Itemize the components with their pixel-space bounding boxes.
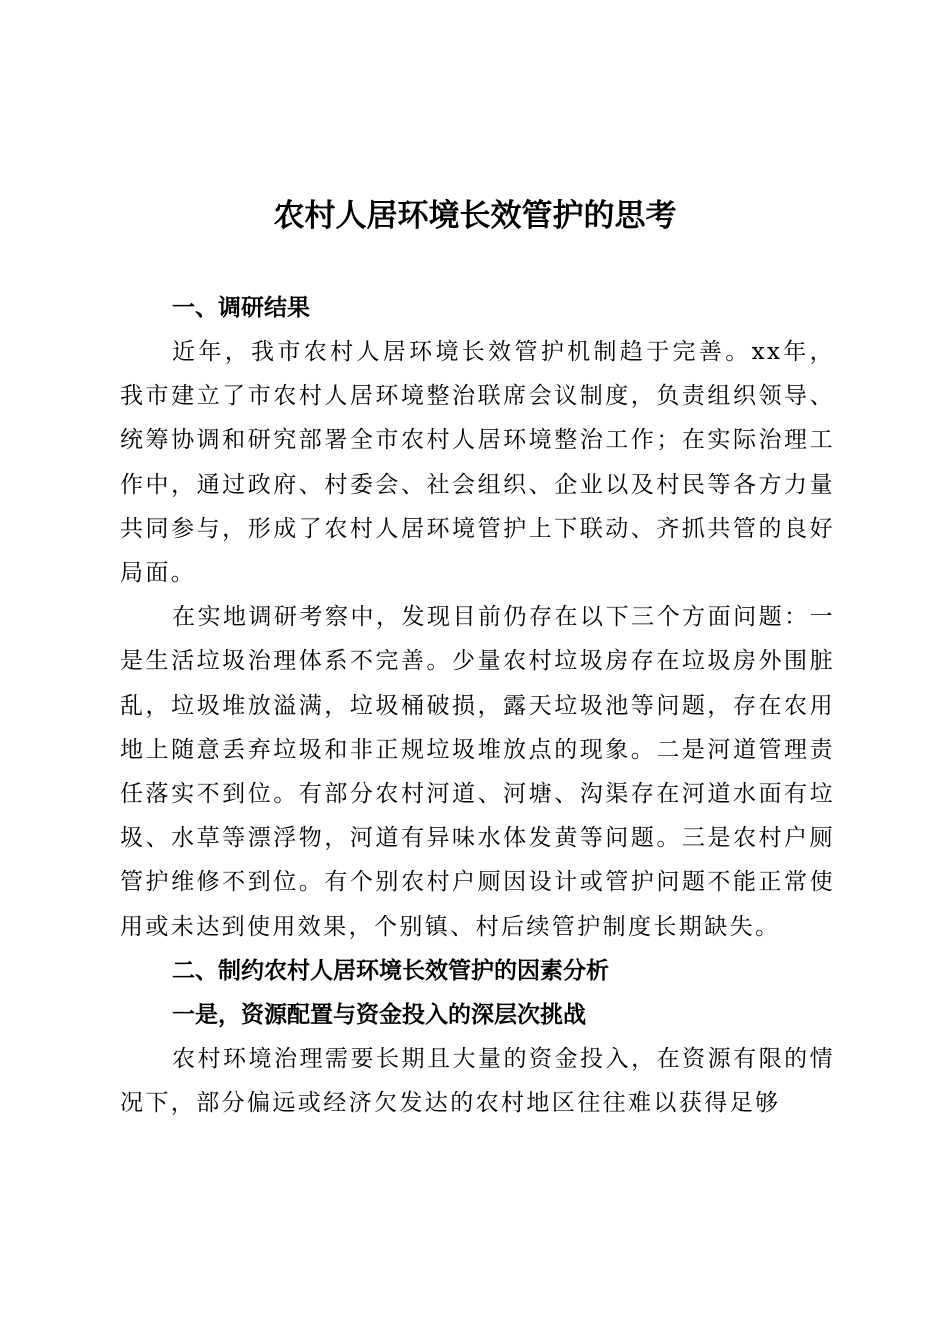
section-heading-1: 一、调研结果	[172, 295, 310, 321]
paragraph-3: 农村环境治理需要长期且大量的资金投入，在资源有限的情况下，部分偏远或经济欠发达的农村地区往往难以获得足够	[120, 1045, 835, 1117]
paragraph-2: 在实地调研考察中，发现目前仍存在以下三个方面问题：一是生活垃圾治理体系不完善。少量农村垃圾房存在垃圾房外围脏乱，垃圾堆放溢满，垃圾桶破损，露天垃圾池等问题，存在农用地上随意丢弃垃圾和非正规垃圾堆放点的现象。二是河道管理责任落实不到位。有部分农村河道、河塘、沟渠存在河道水面有垃圾、水草等漂浮物，河道有异味水体发黄等问题。三是农村户厕管护维修不到位。有个别农村户厕因设计或管护问题不能正常使用或未达到使用效果，个别镇、村后续管护制度长期缺失。	[120, 604, 835, 940]
document-body	[120, 286, 835, 1125]
section-heading-2: 二、制约农村人居环境长效管护的因素分析	[172, 957, 609, 984]
document-title: 农村人居环境长效管护的思考	[273, 198, 677, 234]
paragraph-1: 近年，我市农村人居环境长效管护机制趋于完善。xx年，我市建立了市农村人居环境整治联席会议制度，负责组织领导、统筹协调和研究部署全市农村人居环境整治工作；在实际治理工作中，通过政府、村委会、社会组织、企业以及村民等各方力量共同参与，形成了农村人居环境管护上下联动、齐抓共管的良好局面。	[120, 339, 835, 587]
subsection-heading-1: 一是，资源配置与资金投入的深层次挑战	[172, 1000, 586, 1028]
